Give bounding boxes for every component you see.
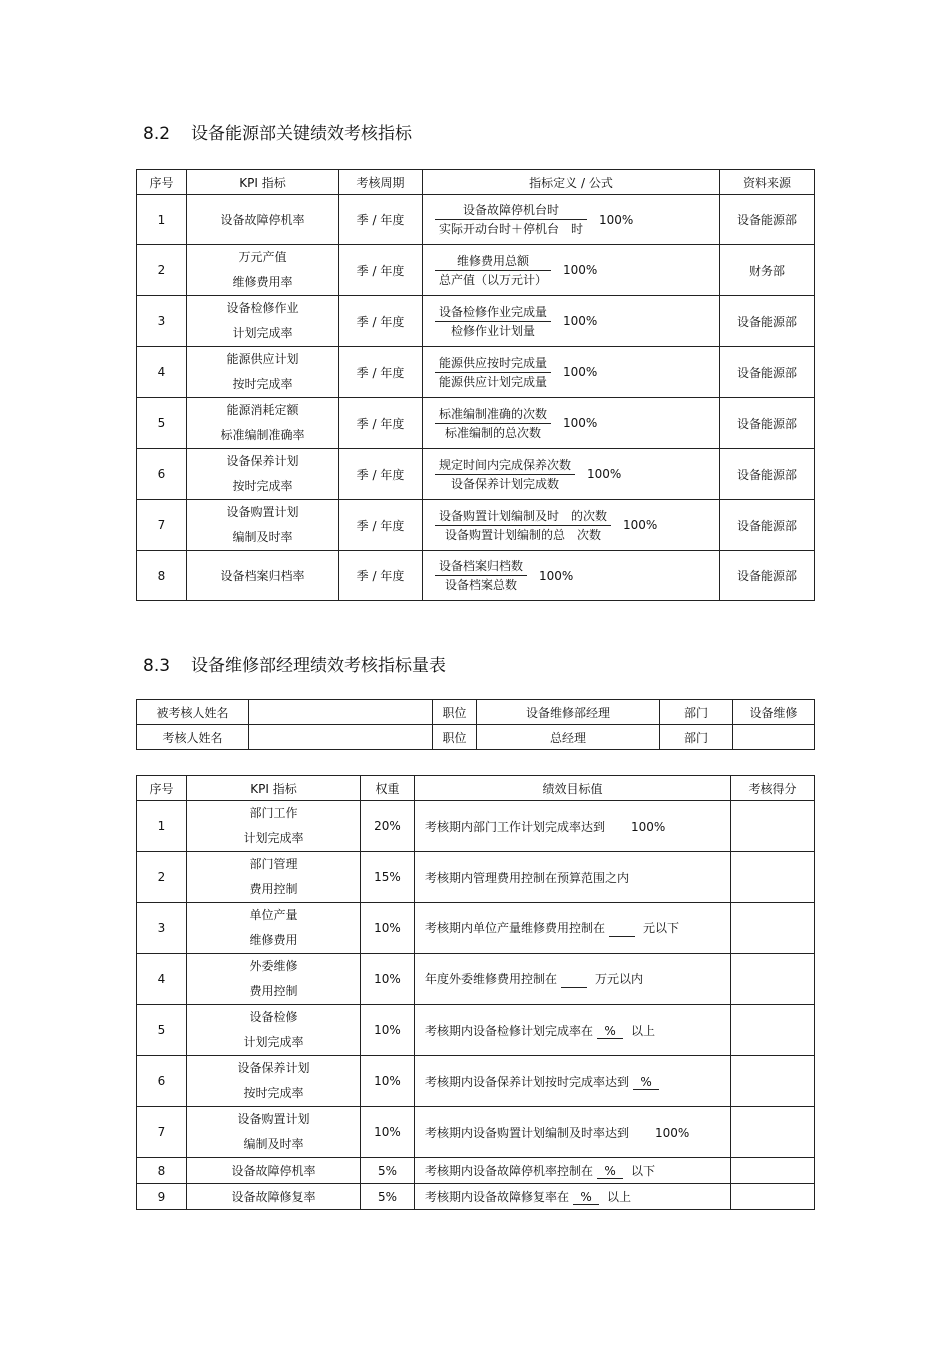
kpi-name [187,801,361,852]
data-source: 设备能源部 [720,195,815,245]
row-number: 4 [137,954,187,1005]
kpi-name [187,500,339,551]
target-value [415,1005,731,1056]
formula-denominator: 设备档案总数 [445,578,518,592]
formula-denominator: 实际开动台时＋停机台 时 [439,222,584,236]
target-suffix: 万元以内 [595,972,644,986]
weight: 10% [361,1107,415,1158]
name-value [249,725,433,750]
target-suffix: 元以下 [643,921,680,935]
weight: 20% [361,801,415,852]
target-value [415,903,731,954]
formula-numerator: 设备购置计划编制及时 的次数 [435,507,611,526]
column-header: 资料来源 [720,170,815,195]
table-row [137,954,815,1005]
formula-numerator: 维修费用总额 [435,252,551,271]
table-row [137,347,815,398]
column-header: 绩效目标值 [415,776,731,801]
column-header: 序号 [137,776,187,801]
score-cell [731,1056,815,1107]
table-row [137,801,815,852]
section-title: 设备维修部经理绩效考核指标量表 [191,656,446,676]
kpi-name-line: 部门工作 [249,806,298,820]
position-label: 职位 [433,700,477,725]
kpi-name-line: 设备故障停机率 [231,1164,316,1178]
row-number: 8 [137,551,187,601]
kpi-name-line: 设备购置计划 [237,1112,310,1126]
data-source: 财务部 [720,245,815,296]
department-label: 部门 [660,700,733,725]
kpi-name [187,1005,361,1056]
table-row [137,500,815,551]
formula-denominator: 标准编制的总次数 [445,425,542,440]
weight: 5% [361,1158,415,1184]
target-value [415,1158,731,1184]
formula-fraction [435,507,611,544]
kpi-name-line: 设备检修 [249,1010,298,1024]
target-text: 考核期内设备检修计划完成率在 [425,1023,594,1038]
kpi-name-line: 万元产值 [238,250,287,264]
department-value [733,725,815,750]
weight: 10% [361,1005,415,1056]
kpi-name-line: 设备保养计划 [226,454,299,468]
target-suffix: 以上 [631,1023,656,1038]
kpi-name-line: 设备购置计划 [226,505,299,519]
kpi-name [187,1107,361,1158]
table-row [137,449,815,500]
name-label: 被考核人姓名 [137,700,249,725]
formula-numerator: 规定时间内完成保养次数 [435,456,575,475]
column-header: 考核得分 [731,776,815,801]
kpi-name [187,1158,361,1184]
kpi-name-line: 部门管理 [249,857,298,871]
kpi-name-line: 费用控制 [249,984,298,998]
data-source: 设备能源部 [720,449,815,500]
kpi-name-line: 按时完成率 [232,377,293,391]
column-header: KPI 指标 [187,170,339,195]
kpi-name [187,551,339,601]
kpi-name-line: 设备检修作业 [226,301,299,315]
formula-denominator: 设备保养计划完成数 [451,476,560,491]
formula-numerator: 能源供应按时完成量 [435,354,551,373]
table-row [137,296,815,347]
target-text: 考核期内设备故障停机率控制在 [425,1164,594,1178]
target-suffix: 100% [655,1125,690,1140]
row-number: 7 [137,500,187,551]
kpi-name [187,1184,361,1210]
target-suffix: 以上 [607,1190,632,1204]
header-row [137,776,815,801]
appraisal-period: 季 / 年度 [339,551,423,601]
target-text: 考核期内部门工作计划完成率达到 [425,819,606,834]
formula-cell [423,398,720,449]
formula-fraction [435,456,575,493]
section-8-3-heading [143,651,446,676]
column-header: 指标定义 / 公式 [423,170,720,195]
section-title: 设备能源部关键绩效考核指标 [191,124,412,144]
fill-in-blank [561,970,587,988]
kpi-name-line: 编制及时率 [232,530,293,544]
target-text: 考核期内设备故障修复率在 [425,1190,570,1204]
appraisal-period: 季 / 年度 [339,500,423,551]
row-number: 2 [137,852,187,903]
target-text: 考核期内设备保养计划按时完成率达到 [425,1074,630,1089]
kpi-name-line: 维修费用率 [232,275,293,289]
column-header: 权重 [361,776,415,801]
column-header: 序号 [137,170,187,195]
kpi-name-line: 能源供应计划 [226,352,299,366]
table-row [137,398,815,449]
kpi-name-line: 计划完成率 [243,831,304,845]
fill-in-blank [609,919,635,937]
formula-numerator: 标准编制准确的次数 [435,405,551,424]
formula-cell [423,449,720,500]
formula-cell [423,347,720,398]
kpi-name [187,398,339,449]
formula-numerator: 设备故障停机台时 [435,201,587,220]
formula-multiplier: 100% [563,416,598,430]
score-cell [731,954,815,1005]
score-cell [731,1158,815,1184]
name-value [249,700,433,725]
kpi-name [187,449,339,500]
row-number: 5 [137,398,187,449]
data-source: 设备能源部 [720,296,815,347]
kpi-name [187,195,339,245]
fill-in-blank: % [597,1024,623,1039]
info-row [137,725,815,750]
kpi-table-8-3 [136,775,815,1210]
kpi-name-line: 单位产量 [249,908,298,922]
formula-fraction [435,354,551,391]
info-row [137,700,815,725]
target-text: 考核期内单位产量维修费用控制在 [425,921,606,935]
kpi-name-line: 计划完成率 [232,326,293,340]
formula-fraction [435,557,527,594]
formula-multiplier: 100% [623,518,658,532]
target-value [415,954,731,1005]
target-text: 考核期内管理费用控制在预算范围之内 [425,870,630,885]
table-row [137,1107,815,1158]
target-text: 考核期内设备购置计划编制及时率达到 [425,1125,630,1140]
formula-multiplier: 100% [563,314,598,328]
appraisal-period: 季 / 年度 [339,245,423,296]
table-row [137,551,815,601]
table-row [137,903,815,954]
row-number: 9 [137,1184,187,1210]
fill-in-blank: % [633,1075,659,1090]
row-number: 1 [137,195,187,245]
table-row [137,195,815,245]
weight: 15% [361,852,415,903]
position-label: 职位 [433,725,477,750]
kpi-table-8-2 [136,169,815,601]
row-number: 4 [137,347,187,398]
row-number: 2 [137,245,187,296]
kpi-name-line: 按时完成率 [243,1086,304,1100]
row-number: 7 [137,1107,187,1158]
score-cell [731,1107,815,1158]
kpi-name-line: 设备保养计划 [237,1061,310,1075]
formula-denominator: 总产值（以万元计） [439,272,548,287]
kpi-name [187,1056,361,1107]
score-cell [731,1184,815,1210]
column-header: KPI 指标 [187,776,361,801]
formula-multiplier: 100% [563,365,598,379]
data-source: 设备能源部 [720,347,815,398]
formula-cell [423,551,720,601]
kpi-name-line: 设备故障修复率 [231,1190,316,1204]
formula-cell [423,245,720,296]
row-number: 8 [137,1158,187,1184]
department-value: 设备维修 [733,700,815,725]
formula-fraction [435,252,551,289]
kpi-name-line: 设备档案归档率 [220,569,305,583]
appraisal-period: 季 / 年度 [339,347,423,398]
target-value [415,1056,731,1107]
formula-denominator: 设备购置计划编制的总 次数 [445,527,602,542]
weight: 5% [361,1184,415,1210]
kpi-name-line: 外委维修 [249,959,298,973]
row-number: 5 [137,1005,187,1056]
kpi-name [187,903,361,954]
table-row [137,1056,815,1107]
row-number: 6 [137,449,187,500]
weight: 10% [361,1056,415,1107]
data-source: 设备能源部 [720,500,815,551]
kpi-name [187,954,361,1005]
fill-in-blank: % [573,1190,599,1205]
formula-fraction [435,405,551,442]
table-row [137,1184,815,1210]
target-suffix: 以下 [631,1164,656,1178]
target-suffix: 100% [631,819,666,834]
score-cell [731,1005,815,1056]
appraisal-period: 季 / 年度 [339,398,423,449]
formula-denominator: 能源供应计划完成量 [439,374,548,389]
score-cell [731,903,815,954]
formula-fraction [435,201,587,238]
target-value [415,1107,731,1158]
formula-multiplier: 100% [563,263,598,277]
department-label: 部门 [660,725,733,750]
formula-numerator: 设备检修作业完成量 [435,303,551,322]
target-value [415,801,731,852]
name-label: 考核人姓名 [137,725,249,750]
table-row [137,1158,815,1184]
table-row [137,1005,815,1056]
kpi-name [187,852,361,903]
formula-multiplier: 100% [587,467,622,481]
appraisal-period: 季 / 年度 [339,296,423,347]
kpi-name-line: 编制及时率 [243,1137,304,1151]
section-number: 8.2 [143,124,171,144]
weight: 10% [361,903,415,954]
formula-multiplier: 100% [539,568,574,583]
formula-fraction [435,303,551,340]
formula-cell [423,195,720,245]
column-header: 考核周期 [339,170,423,195]
appraisal-info-table [136,699,815,750]
kpi-name-line: 按时完成率 [232,479,293,493]
appraisal-period: 季 / 年度 [339,195,423,245]
row-number: 1 [137,801,187,852]
formula-numerator: 设备档案归档数 [435,557,527,576]
position-value: 总经理 [477,725,660,750]
score-cell [731,801,815,852]
fill-in-blank: % [597,1164,623,1179]
data-source: 设备能源部 [720,551,815,601]
section-number: 8.3 [143,656,171,676]
kpi-name-line: 维修费用 [249,933,298,947]
row-number: 3 [137,296,187,347]
formula-denominator: 检修作业计划量 [451,323,536,338]
kpi-name [187,296,339,347]
row-number: 6 [137,1056,187,1107]
weight: 10% [361,954,415,1005]
kpi-name [187,245,339,296]
formula-multiplier: 100% [599,212,634,227]
table-row [137,852,815,903]
formula-cell [423,296,720,347]
target-value [415,852,731,903]
table-row [137,245,815,296]
section-8-2-heading [143,119,412,144]
appraisal-period: 季 / 年度 [339,449,423,500]
kpi-name-line: 标准编制准确率 [220,428,305,442]
score-cell [731,852,815,903]
kpi-name-line: 能源消耗定额 [226,403,299,417]
data-source: 设备能源部 [720,398,815,449]
target-value [415,1184,731,1210]
target-text: 年度外委维修费用控制在 [425,972,558,986]
row-number: 3 [137,903,187,954]
position-value: 设备维修部经理 [477,700,660,725]
header-row [137,170,815,195]
kpi-name [187,347,339,398]
kpi-name-line: 设备故障停机率 [220,213,305,227]
kpi-name-line: 费用控制 [249,882,298,896]
kpi-name-line: 计划完成率 [243,1035,304,1049]
formula-cell [423,500,720,551]
